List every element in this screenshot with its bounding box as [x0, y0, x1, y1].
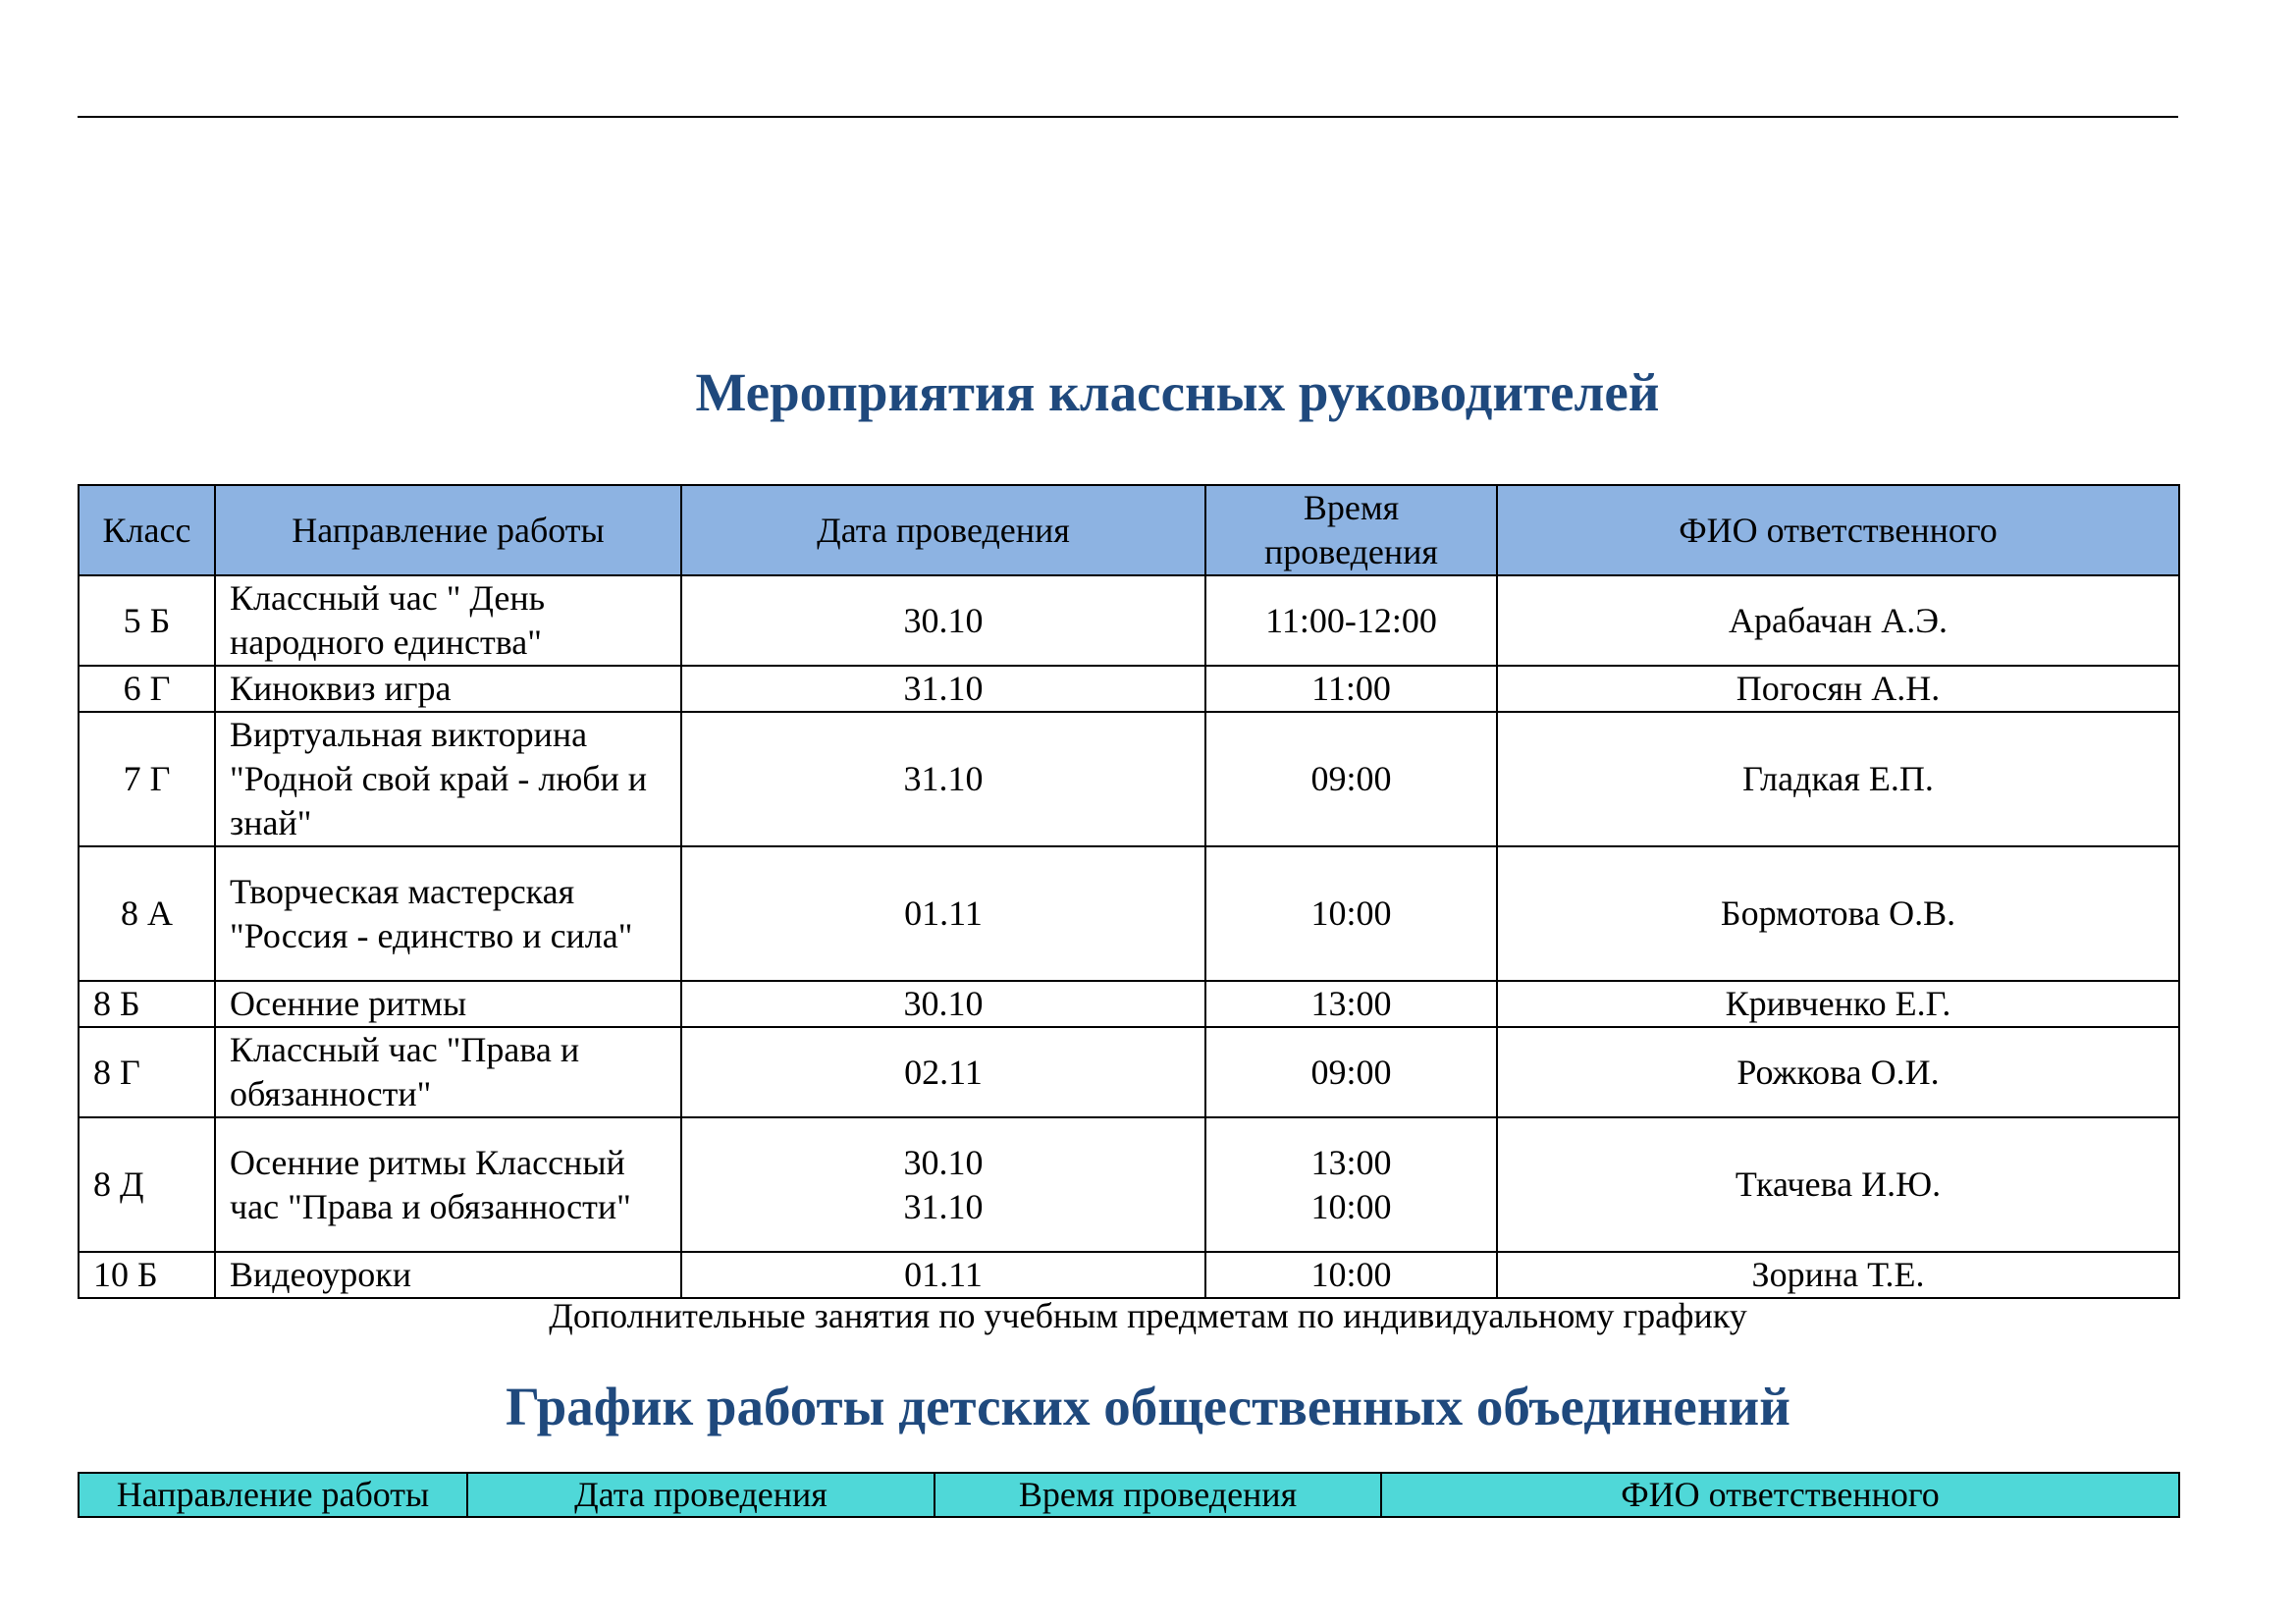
- header-person: ФИО ответственного: [1497, 485, 2179, 575]
- cell-date: 01.11: [681, 846, 1205, 981]
- cell-work: Осенние ритмы: [215, 981, 681, 1027]
- cell-date: 01.11: [681, 1252, 1205, 1298]
- table-header-row: [79, 485, 2179, 575]
- cell-work: Киноквиз игра: [215, 666, 681, 712]
- header-time: Время проведения: [934, 1473, 1381, 1517]
- cell-class: 6 Г: [79, 666, 215, 712]
- header-time: Время проведения: [1205, 485, 1497, 575]
- cell-time: 10:00: [1205, 1252, 1497, 1298]
- header-work: Направление работы: [215, 485, 681, 575]
- associations-table: [78, 1472, 2180, 1518]
- cell-work: Творческая мастерская "Россия - единство и сила": [215, 846, 681, 981]
- cell-work: Осенние ритмы Классный час "Права и обязанности": [215, 1117, 681, 1252]
- header-date: Дата проведения: [467, 1473, 934, 1517]
- cell-time: 11:00-12:00: [1205, 575, 1497, 666]
- cell-work: Классный час " День народного единства": [215, 575, 681, 666]
- cell-class: 10 Б: [79, 1252, 215, 1298]
- cell-class: 8 Г: [79, 1027, 215, 1117]
- cell-person: Ткачева И.Ю.: [1497, 1117, 2179, 1252]
- table-header-row: [79, 1473, 2179, 1517]
- cell-class: 7 Г: [79, 712, 215, 846]
- header-person: ФИО ответственного: [1381, 1473, 2179, 1517]
- section-title-class-events: Мероприятия классных руководителей: [695, 362, 1660, 422]
- cell-date: 30.10 31.10: [681, 1117, 1205, 1252]
- cell-person: Погосян А.Н.: [1497, 666, 2179, 712]
- table-row: [79, 712, 2179, 846]
- additional-classes-note: Дополнительные занятия по учебным предметам по индивидуальному графику: [549, 1296, 1747, 1335]
- class-events-table: [78, 484, 2180, 1299]
- table-row: [79, 981, 2179, 1027]
- cell-time: 13:00: [1205, 981, 1497, 1027]
- cell-work: Классный час "Права и обязанности": [215, 1027, 681, 1117]
- cell-person: Зорина Т.Е.: [1497, 1252, 2179, 1298]
- cell-date: 31.10: [681, 712, 1205, 846]
- table-row: [79, 1252, 2179, 1298]
- cell-time: 11:00: [1205, 666, 1497, 712]
- cell-class: 5 Б: [79, 575, 215, 666]
- cell-class: 8 Д: [79, 1117, 215, 1252]
- cell-date: 02.11: [681, 1027, 1205, 1117]
- header-class: Класс: [79, 485, 215, 575]
- cell-work: Видеоуроки: [215, 1252, 681, 1298]
- cell-time: 09:00: [1205, 1027, 1497, 1117]
- cell-work: Виртуальная викторина "Родной свой край - люби и знай": [215, 712, 681, 846]
- section-title-associations: График работы детских общественных объединений: [506, 1377, 1790, 1436]
- header-date: Дата проведения: [681, 485, 1205, 575]
- table-row: [79, 1027, 2179, 1117]
- cell-date: 31.10: [681, 666, 1205, 712]
- table-row: [79, 1117, 2179, 1252]
- cell-date: 30.10: [681, 575, 1205, 666]
- cell-person: Гладкая Е.П.: [1497, 712, 2179, 846]
- cell-time: 10:00: [1205, 846, 1497, 981]
- table-row: [79, 846, 2179, 981]
- cell-person: Рожкова О.И.: [1497, 1027, 2179, 1117]
- cell-time: 13:00 10:00: [1205, 1117, 1497, 1252]
- cell-time: 09:00: [1205, 712, 1497, 846]
- cell-person: Арабачан А.Э.: [1497, 575, 2179, 666]
- header-work: Направление работы: [79, 1473, 467, 1517]
- table-row: [79, 666, 2179, 712]
- cell-class: 8 Б: [79, 981, 215, 1027]
- cell-person: Кривченко Е.Г.: [1497, 981, 2179, 1027]
- cell-date: 30.10: [681, 981, 1205, 1027]
- cell-class: 8 А: [79, 846, 215, 981]
- header-rule: [78, 116, 2178, 118]
- table-row: [79, 575, 2179, 666]
- cell-person: Бормотова О.В.: [1497, 846, 2179, 981]
